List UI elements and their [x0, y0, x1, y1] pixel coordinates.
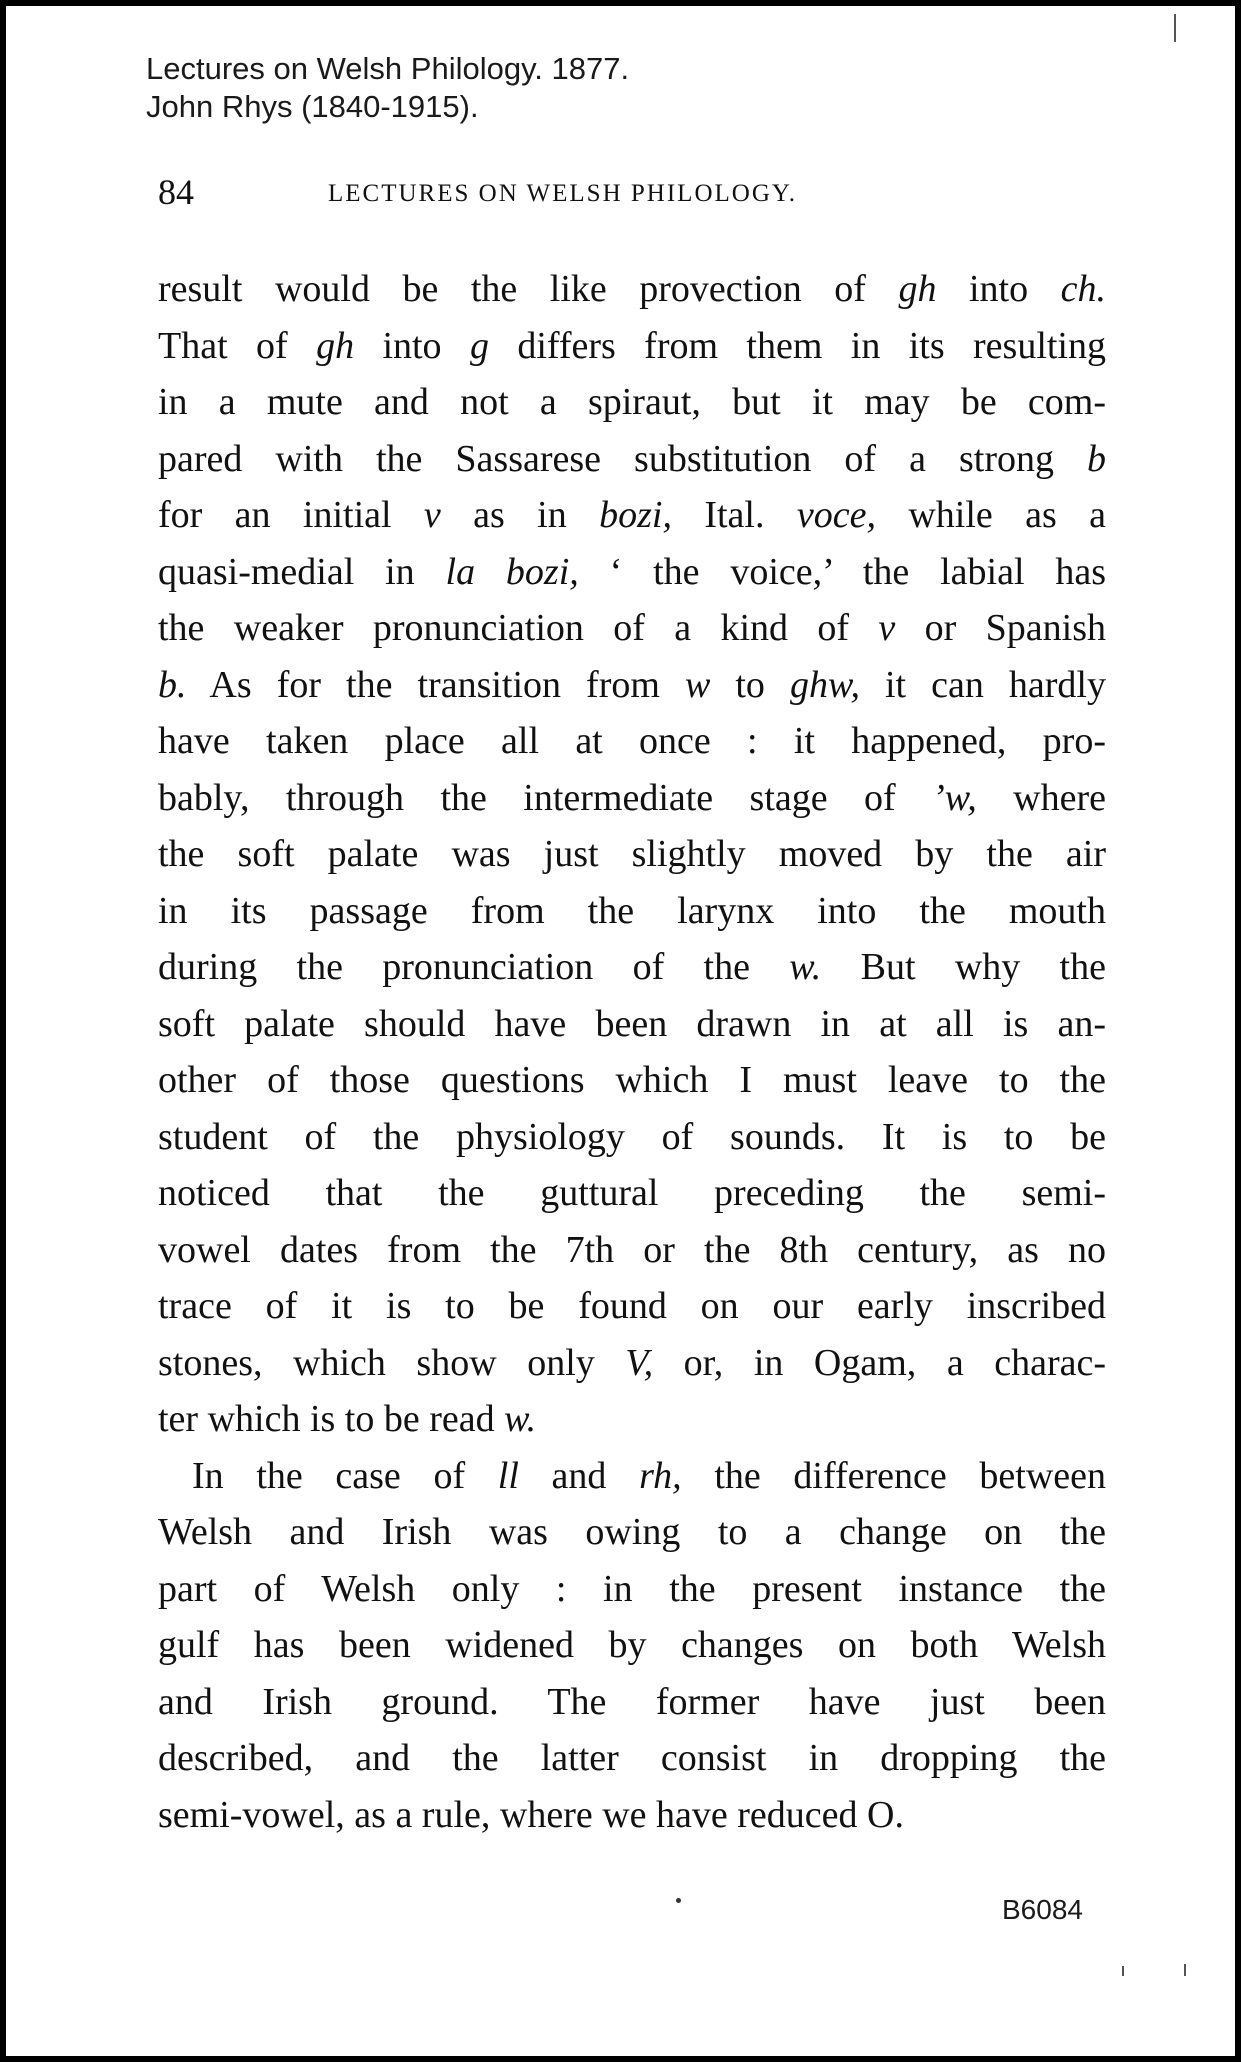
- italic-term: g: [469, 324, 489, 367]
- text-line: [158, 996, 1106, 1053]
- text-run: or, in Ogam, a charac-: [653, 1341, 1106, 1384]
- text-run: Welsh and Irish was owing to a change on the: [158, 1511, 1106, 1553]
- text-line: [158, 487, 1106, 544]
- text-run: and: [518, 1454, 640, 1497]
- running-head-title: LECTURES ON WELSH PHILOLOGY.: [328, 180, 797, 207]
- scan-speck: [676, 1898, 681, 1903]
- text-run: Ital.: [671, 494, 797, 536]
- text-run: it can hardly: [859, 663, 1106, 706]
- text-line: [158, 939, 1106, 996]
- text-run: stones, which show only: [158, 1341, 626, 1384]
- text-line: [158, 600, 1106, 657]
- text-run: That of: [158, 324, 317, 367]
- text-line: [158, 1278, 1106, 1335]
- text-run: part of Welsh only : in the present instance the: [158, 1567, 1106, 1610]
- page-number: 84: [158, 172, 194, 212]
- text-run: soft palate should have been drawn in at all is an-: [158, 1002, 1106, 1045]
- text-run: the weaker pronunciation of a kind of: [158, 607, 879, 649]
- text-line: [158, 883, 1106, 940]
- italic-term: w.: [504, 1398, 537, 1440]
- text-run: for an initial: [158, 494, 424, 536]
- scan-edge-mark: [1174, 14, 1176, 42]
- italic-term: v: [423, 494, 441, 536]
- italic-term: gh: [316, 324, 355, 367]
- running-head: [158, 172, 1108, 222]
- text-run: In the case of: [192, 1454, 498, 1497]
- italic-term: bozi,: [599, 494, 672, 536]
- text-run: gulf has been widened by changes on both Welsh: [158, 1624, 1106, 1666]
- body-text: [158, 261, 1106, 1843]
- text-line: [158, 1674, 1106, 1731]
- text-line: [158, 770, 1106, 827]
- text-line: [158, 1448, 1106, 1505]
- italic-term: rh,: [639, 1454, 682, 1497]
- text-run: But why the: [821, 946, 1106, 988]
- text-line: [158, 1617, 1106, 1674]
- text-run: As for the transition from: [186, 663, 685, 706]
- text-run: vowel dates from the 7th or the 8th century, as no: [158, 1228, 1106, 1271]
- scan-edge-mark: [1122, 1966, 1124, 1976]
- text-run: to: [710, 663, 790, 706]
- text-line: [158, 1052, 1106, 1109]
- text-line: [158, 1165, 1106, 1222]
- text-run: described, and the latter consist in dropping the: [158, 1737, 1106, 1779]
- text-run: and Irish ground. The former have just been: [158, 1680, 1106, 1723]
- italic-term: ll: [497, 1454, 519, 1497]
- text-run: in a mute and not a spiraut, but it may be com-: [158, 381, 1106, 423]
- text-line: [158, 318, 1106, 375]
- text-run: ‘ the voice,’ the labial has: [578, 550, 1106, 593]
- text-run: while as a: [875, 494, 1106, 536]
- text-line: [158, 826, 1106, 883]
- text-run: into: [354, 324, 470, 367]
- text-run: the soft palate was just slightly moved by the air: [158, 833, 1106, 875]
- text-line: [158, 713, 1106, 770]
- reference-code: B6084: [1002, 1894, 1083, 1925]
- text-run: semi-vowel, as a rule, where we have reduced O.: [158, 1793, 904, 1836]
- italic-term: la bozi,: [445, 550, 579, 593]
- text-run: noticed that the guttural preceding the semi-: [158, 1172, 1106, 1214]
- text-line: [158, 374, 1106, 431]
- text-line: [158, 1787, 1106, 1844]
- text-run: differs from them in its resulting: [488, 324, 1106, 367]
- text-line: [158, 544, 1106, 601]
- text-line: [158, 657, 1106, 714]
- text-line: [158, 1504, 1106, 1561]
- italic-term: b: [1087, 437, 1106, 480]
- italic-term: V,: [625, 1341, 654, 1384]
- citation-title: Lectures on Welsh Philology. 1877.: [146, 51, 630, 86]
- italic-term: voce,: [796, 494, 876, 536]
- text-line: [158, 261, 1106, 318]
- citation-block: [146, 50, 629, 126]
- italic-term: b.: [158, 663, 187, 706]
- text-run: ter which is to be read: [158, 1398, 505, 1440]
- text-line: [158, 1109, 1106, 1166]
- text-run: where: [976, 776, 1106, 819]
- text-run: as in: [440, 494, 600, 536]
- text-line: [158, 1730, 1106, 1787]
- text-line: [158, 1561, 1106, 1618]
- italic-term: w: [684, 663, 711, 706]
- italic-term: gh: [898, 268, 937, 310]
- text-run: or Spanish: [895, 607, 1106, 649]
- text-line: [158, 1335, 1106, 1392]
- text-run: student of the physiology of sounds. It is to be: [158, 1115, 1106, 1158]
- scan-edge-mark: [1184, 1964, 1186, 1976]
- text-run: during the pronunciation of the: [158, 946, 790, 988]
- text-run: have taken place all at once : it happened, pro-: [158, 720, 1106, 762]
- italic-term: ghw,: [789, 663, 860, 706]
- text-run: result would be the like provection of: [158, 268, 899, 310]
- text-run: the difference between: [681, 1454, 1106, 1497]
- italic-term: ’w,: [932, 776, 977, 819]
- text-line: [158, 1391, 1106, 1448]
- text-run: into: [936, 268, 1061, 310]
- text-run: in its passage from the larynx into the mouth: [158, 889, 1106, 932]
- text-run: pared with the Sassarese substitution of a strong: [158, 437, 1087, 480]
- text-line: [158, 1222, 1106, 1279]
- text-run: trace of it is to be found on our early inscribed: [158, 1285, 1106, 1327]
- italic-term: ch.: [1060, 268, 1106, 310]
- italic-term: w.: [789, 946, 822, 988]
- citation-author: John Rhys (1840-1915).: [146, 89, 479, 124]
- italic-term: v: [878, 607, 896, 649]
- text-run: other of those questions which I must leave to the: [158, 1059, 1106, 1101]
- text-run: bably, through the intermediate stage of: [158, 776, 933, 819]
- text-run: quasi-medial in: [158, 550, 446, 593]
- text-line: [158, 431, 1106, 488]
